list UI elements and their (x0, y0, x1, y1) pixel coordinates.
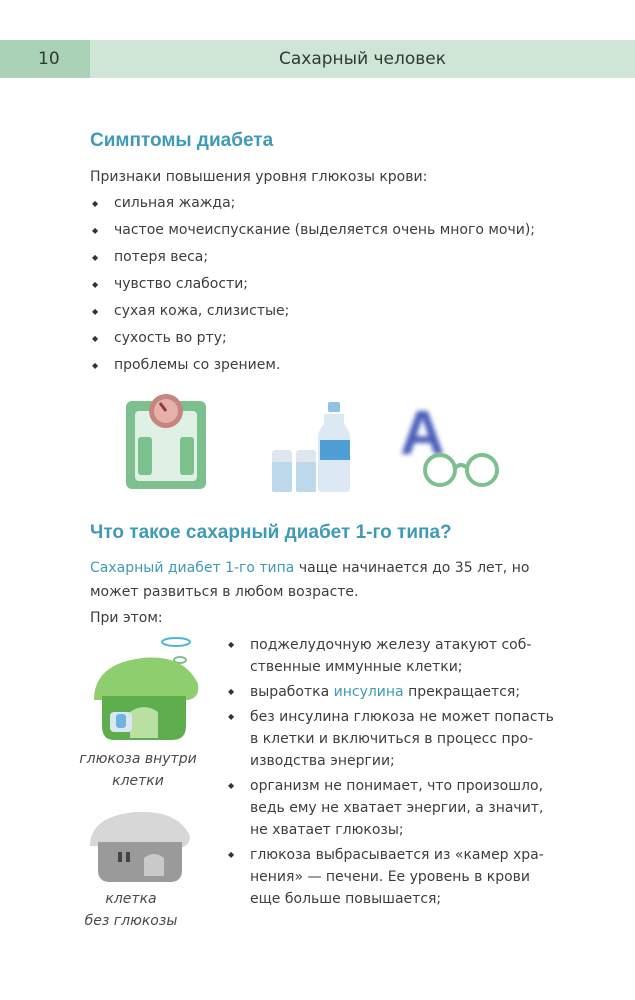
list-item: ◆ без инсулина глюкоза не может попасть в клетки и включиться в процесс про- изводства энергии; (226, 706, 556, 772)
glasses-icon (420, 448, 502, 490)
list-item: ◆ сильная жажда; (90, 190, 535, 217)
green-cell-house-icon (84, 632, 202, 744)
running-title: Сахарный человек (278, 49, 447, 69)
list-item: ◆ потеря веса; (90, 244, 535, 271)
symptoms-intro: Признаки повышения уровня глюкозы крови: (90, 169, 428, 185)
blurry-letter: A (400, 399, 445, 468)
type1-link[interactable]: Сахарный диабет 1-го типа (90, 560, 295, 576)
list-item: ◆ чувство слабости; (90, 271, 535, 298)
type1-heading: Что такое сахарный диабет 1-го типа? (90, 522, 452, 543)
type1-list (226, 634, 556, 913)
symptoms-list (90, 190, 535, 379)
list-item: ◆ сухость во рту; (90, 325, 535, 352)
insulin-link[interactable]: инсулина (333, 684, 404, 700)
list-item: ◆ глюкоза выбрасывается из «камер хра- нения» — печени. Ее уровень в крови еще больше повышается; (226, 844, 556, 910)
page-number: 10 (0, 40, 90, 78)
list-item: ◆ организм не понимает, что произошло, ведь ему не хватает энергии, а значит, не хватает глюкозы; (226, 775, 556, 841)
symptoms-heading: Симптомы диабета (90, 130, 274, 151)
list-item: ◆ частое мочеиспускание (выделяется очень много мочи); (90, 217, 535, 244)
grey-cell-house-icon (84, 806, 194, 886)
page-header (0, 40, 635, 78)
at-this-label: При этом: (90, 610, 163, 626)
type1-intro: Сахарный диабет 1-го типа чаще начинается до 35 лет, но может развиться в любом возрасте. (90, 560, 530, 600)
scale-icon (122, 393, 210, 493)
list-item: ◆ поджелудочную железу атакуют соб- ственные иммунные клетки; (226, 634, 556, 678)
caption-green: глюкоза внутри клетки (79, 751, 197, 789)
water-bottles-icon (268, 400, 358, 496)
list-item: ◆ выработка инсулина прекращается; (226, 681, 556, 703)
list-item: ◆ проблемы со зрением. (90, 352, 535, 379)
caption-grey: клетка без глюкозы (84, 891, 178, 929)
list-item: ◆ сухая кожа, слизистые; (90, 298, 535, 325)
